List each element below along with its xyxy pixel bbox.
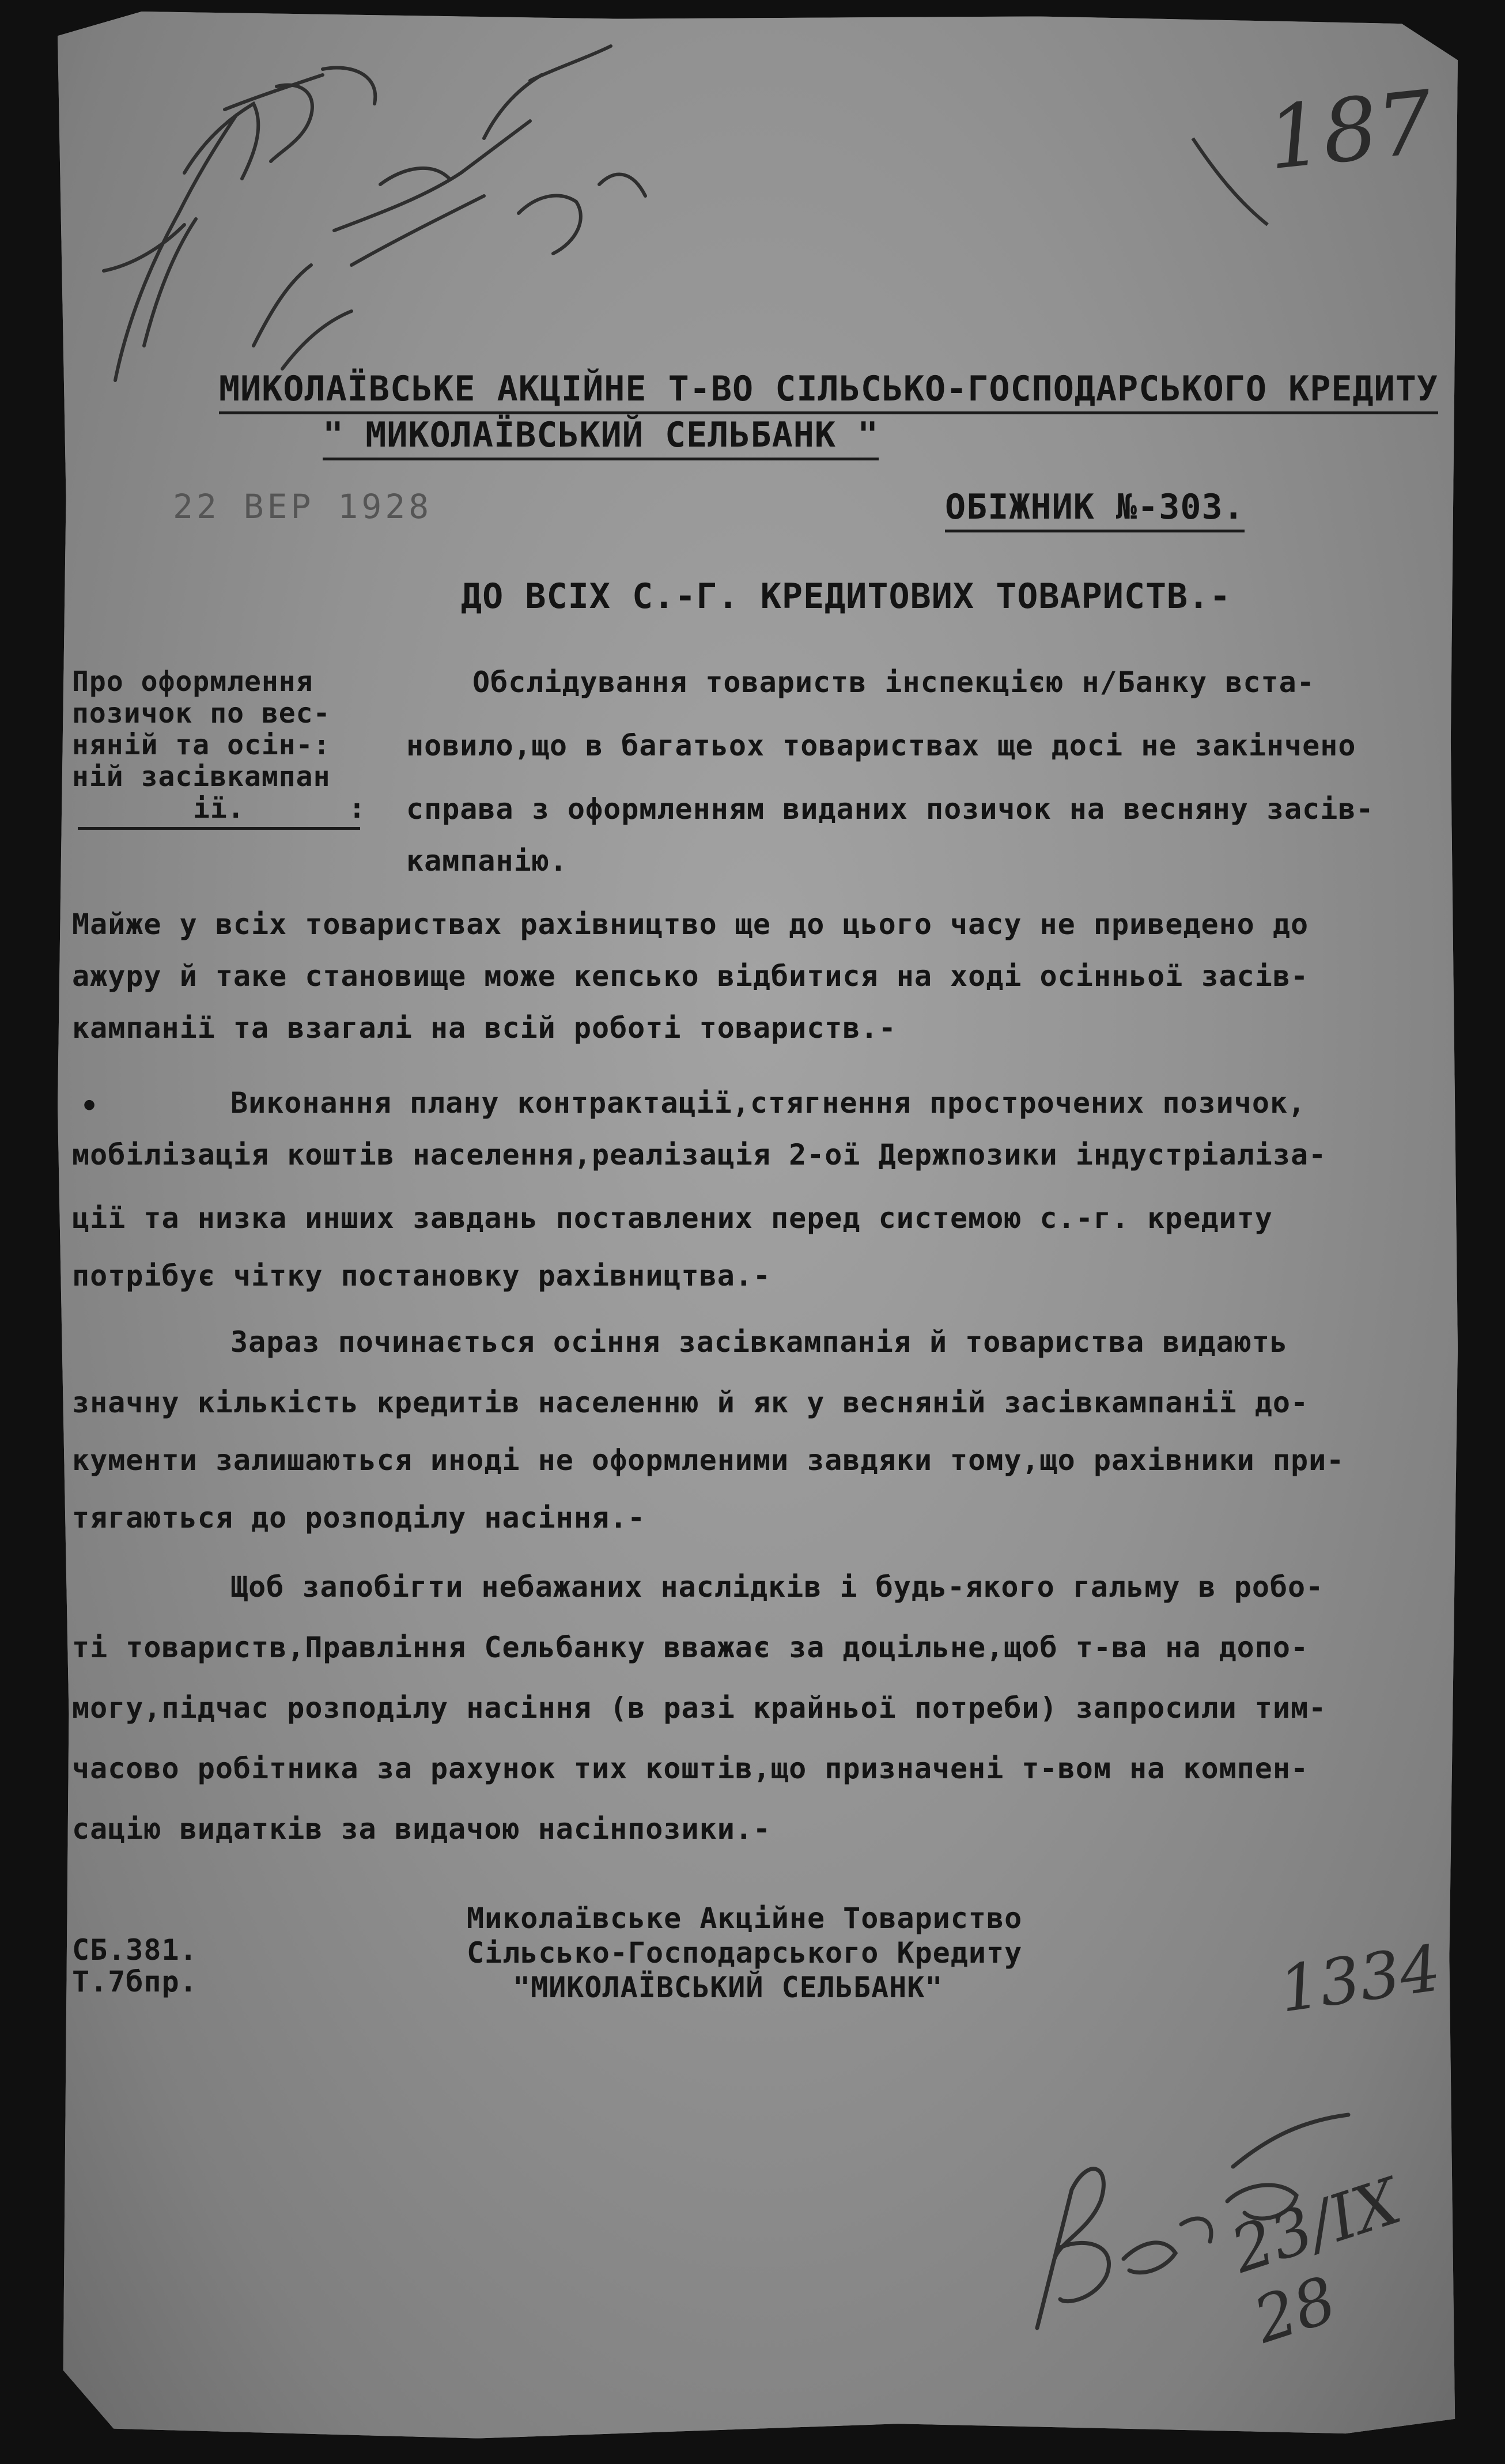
- body-line-9: мобілізація коштів населення,реалізація 2-ої Держпозики індустріаліза-: [72, 1138, 1327, 1171]
- handwritten-slash-mark: [1181, 127, 1296, 244]
- body-line-14: кументи залишаються иноді не оформленими завдяки тому,що рахівники при-: [72, 1443, 1345, 1477]
- body-line-12: Зараз починається осіння засівкампанія й товариства видають: [230, 1325, 1288, 1359]
- bank-name-header: МИКОЛАЇВСЬКЕ АКЦІЙНЕ Т-ВО СІЛЬСЬКО-ГОСПОДАРСЬКОГО КРЕДИТУ: [219, 369, 1438, 414]
- reference-code-2: Т.7бпр.: [72, 1965, 198, 1998]
- body-line-8: Виконання плану контрактації,стягнення прострочених позичок,: [230, 1086, 1306, 1120]
- subject-line-1: Про оформлення: [72, 666, 313, 698]
- subject-line-2: позичок по вес-: [72, 697, 331, 730]
- body-line-18: могу,підчас розподілу насіння (в разі крайньої потреби) запросили тим-: [72, 1691, 1327, 1725]
- subject-line-3: няній та осін-:: [72, 729, 331, 761]
- body-line-16: Щоб запобігти небажаних наслідків і будь-якого гальму в робо-: [230, 1570, 1324, 1604]
- addressee-line: ДО ВСІХ С.-Г. КРЕДИТОВИХ ТОВАРИСТВ.-: [461, 576, 1231, 617]
- handwritten-incoming-date: 23/IX 28: [1222, 2164, 1409, 2358]
- body-line-3: справа з оформленням виданих позичок на весняну засів-: [406, 792, 1374, 826]
- handwritten-page-number: 187: [1262, 72, 1438, 190]
- signature-line-1: Миколаївське Акційне Товариство: [467, 1902, 1023, 1935]
- signature-line-3: "МИКОЛАЇВСЬКИЙ СЕЛЬБАНК": [513, 1971, 943, 2004]
- body-line-5: Майже у всіх товариствах рахівництво ще до цього часу не приведено до: [72, 908, 1309, 941]
- bank-short-name-header: " МИКОЛАЇВСЬКИЙ СЕЛЬБАНК ": [323, 415, 879, 460]
- body-line-4: кампанію.: [406, 844, 568, 878]
- body-line-20: сацію видатків за видачою насінпозики.-: [72, 1812, 771, 1846]
- body-line-7: кампанії та взагалі на всій роботі товариств.-: [72, 1011, 897, 1045]
- handwritten-resolution-top-left: [81, 23, 714, 429]
- body-line-2: новило,що в багатьох товариствах ще досі не закінчено: [406, 729, 1356, 762]
- handwritten-incoming-number: 1334: [1275, 1931, 1445, 2027]
- circular-number: ОБІЖНИК №-303.: [945, 487, 1245, 532]
- body-line-13: значну кількість кредитів населенню й як у весняній засівкампанії до-: [72, 1386, 1309, 1419]
- paragraph-mark: •: [81, 1089, 99, 1123]
- subject-colon: :: [349, 792, 366, 825]
- subject-line-4: ній засівкампан: [72, 761, 331, 793]
- body-line-10: ції та низка инших завдань поставлених перед системою с.-г. кредиту: [72, 1201, 1273, 1235]
- body-line-6: ажуру й таке становище може кепсько відбитися на ході осінньої засів-: [72, 959, 1309, 993]
- body-line-19: часово робітника за рахунок тих коштів,що призначені т-вом на компен-: [72, 1752, 1309, 1785]
- reference-code-1: СБ.381.: [72, 1933, 198, 1967]
- body-line-15: тягаються до розподілу насіння.-: [72, 1501, 646, 1535]
- subject-line-5: ії.: [78, 792, 360, 830]
- body-line-11: потрібує чітку постановку рахівництва.-: [72, 1259, 771, 1293]
- body-line-1: Обслідування товариств інспекцією н/Банку вста-: [472, 666, 1315, 699]
- date-stamp: 22 ВЕР 1928: [173, 487, 433, 526]
- body-line-17: ті товариств,Правління Сельбанку вважає за доцільне,щоб т-ва на допо-: [72, 1631, 1309, 1664]
- signature-line-2: Сільсько-Господарського Кредиту: [467, 1936, 1023, 1970]
